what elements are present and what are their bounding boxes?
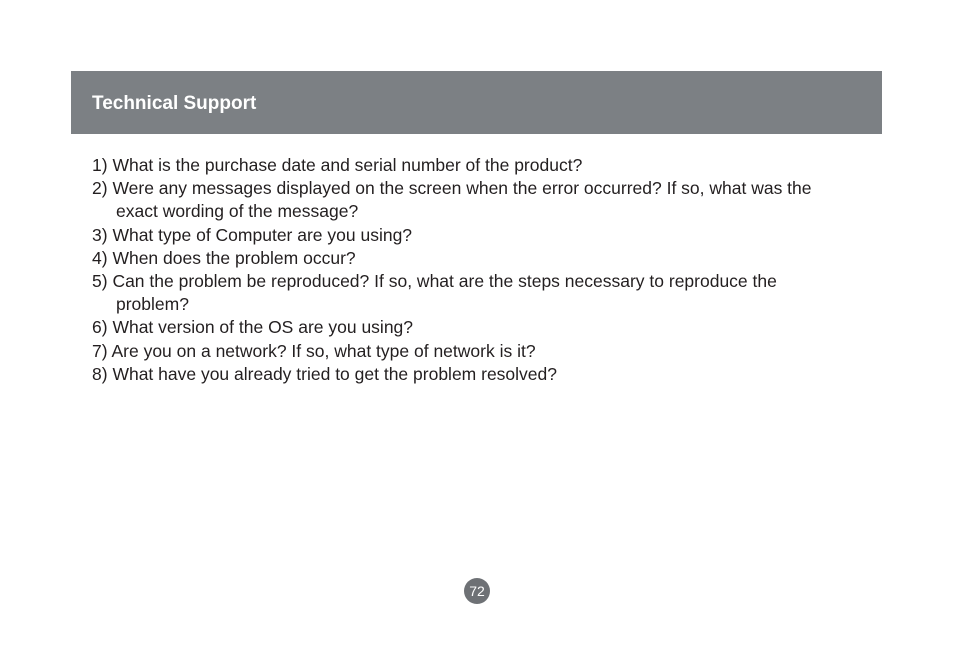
question-text: What type of Computer are you using? (112, 224, 413, 245)
question-number: 8) (92, 363, 108, 384)
question-text: What version of the OS are you using? (112, 317, 414, 338)
page-number-badge: 72 (464, 578, 490, 604)
question-item (92, 316, 852, 339)
question-number: 1) (92, 155, 108, 175)
question-item (92, 177, 852, 223)
question-text: What have you already tried to get the problem resolved? (112, 363, 557, 384)
question-number: 7) (92, 340, 108, 361)
question-text: Can the problem be reproduced? If so, what are the steps necessary to reproduce the problem? (112, 271, 777, 315)
section-title: Technical Support (92, 93, 257, 114)
question-number: 3) (92, 224, 108, 245)
question-text: When does the problem occur? (112, 247, 356, 268)
question-number: 5) (92, 271, 108, 292)
question-item (92, 224, 852, 247)
question-text: Were any messages displayed on the screen when the error occurred? If so, what was the exact wording of the message? (112, 178, 812, 222)
question-number: 4) (92, 247, 108, 268)
question-item (92, 247, 852, 270)
question-number: 2) (92, 178, 108, 199)
question-item (92, 270, 852, 316)
question-item (92, 154, 852, 177)
question-item (92, 340, 852, 363)
question-list (92, 154, 852, 386)
question-text: Are you on a network? If so, what type of network is it? (111, 340, 536, 361)
question-item (92, 363, 852, 386)
section-header-bar (71, 71, 882, 134)
question-text: What is the purchase date and serial number of the product? (112, 155, 583, 175)
question-number: 6) (92, 317, 108, 338)
